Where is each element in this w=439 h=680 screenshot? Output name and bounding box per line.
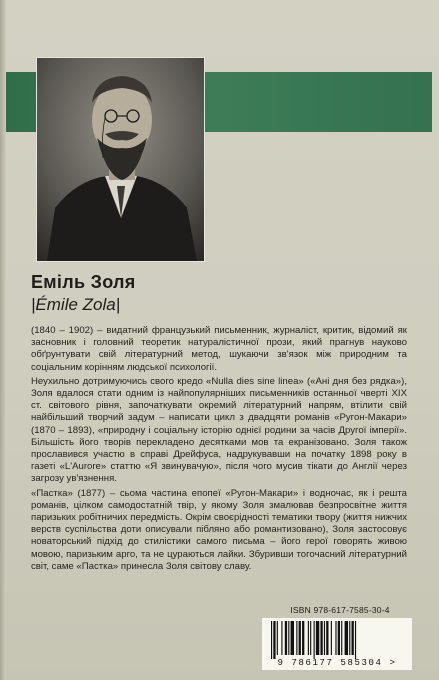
barcode-bar xyxy=(320,621,322,655)
author-name: Еміль Золя xyxy=(31,272,136,292)
barcode-bar xyxy=(281,621,282,655)
barcode-bars xyxy=(269,621,405,659)
barcode-bar xyxy=(285,621,287,655)
biography-paragraph: «Пастка» (1877) – сьома частина епопеї «Ругон-Макари» і водночас, як і решта романів, цілком самодостатній твір, у якому Золя змалював безпросвітне життя паризьких робітничих передмість. Окрім своєрідності тематики твору (життя нижчих верств суспільства доти описували пібляно або романтизовано), Золя застосовує новаторський підхід до стилістики самого письма – його герої говорять живою мовою, паризьким арго, та не цураються лайки. Збуривши тогочасний літературний світ, саме «Пастка» принесла Золя світову славу. xyxy=(31,487,407,572)
barcode-bar xyxy=(314,621,315,659)
barcode-bar xyxy=(331,621,332,655)
barcode-bar xyxy=(338,621,340,655)
barcode-bar xyxy=(316,621,319,655)
barcode-bar xyxy=(302,621,304,655)
isbn-label: ISBN 978-617-7585-30-4 xyxy=(290,605,390,615)
barcode-bar xyxy=(296,621,297,655)
barcode-bar xyxy=(352,621,354,655)
barcode-bar xyxy=(326,621,328,655)
biography-paragraph: (1840 – 1902) – видатний французький письменник, журналіст, критик, відомий як засновник і головний теоретик натуралістичної прози, який прагнув науково обґрунтувати свій літературний метод, шукаючи зв'язок між природним та соціальним корінням людської психології. xyxy=(31,325,407,373)
barcode-bar xyxy=(349,621,350,655)
barcode-bar xyxy=(341,621,342,655)
barcode-bar xyxy=(355,621,356,659)
author-portrait xyxy=(36,57,205,262)
barcode-bar xyxy=(335,621,336,655)
barcode-bar xyxy=(277,621,278,655)
barcode-bar xyxy=(299,621,301,655)
biography-paragraph: Неухильно дотримуючись свого кредо «Nulla dies sine linea» («Ані дня без рядка»), Золя вдалося стати одним із найпопулярніших письменників останньої чверті XIX ст. світового рівня, започаткувати окремий літературний напрям, втілити свій найбільший творчий задум – написати цикл з двадцяти романів «Ругон-Макари» (1870 – 1893), «природну і соціальну історію однієї родини за часів Другої імперії». Більшість його творів перекладено десятками мов та екранізовано. Золя також прославився участю в справі Дрейфуса, надрукувавши на початку 1898 року в газеті «L'Aurore» статтю «Я звинувачую», після чого мусив тікати до Англії через загрозу ув'язнення. xyxy=(31,375,407,485)
barcode-digits: 9 786177 585304 > xyxy=(277,658,397,668)
barcode-bar xyxy=(291,621,294,655)
barcode-bar xyxy=(310,621,311,655)
barcode-bar xyxy=(288,621,289,655)
barcode-bar xyxy=(345,621,348,655)
barcode-bar xyxy=(273,621,275,659)
biography-text xyxy=(31,325,407,575)
barcode-bar xyxy=(324,621,325,655)
barcode-bar xyxy=(308,621,309,655)
barcode-bar xyxy=(271,621,272,659)
author-name-latin: |Émile Zola| xyxy=(31,295,121,314)
